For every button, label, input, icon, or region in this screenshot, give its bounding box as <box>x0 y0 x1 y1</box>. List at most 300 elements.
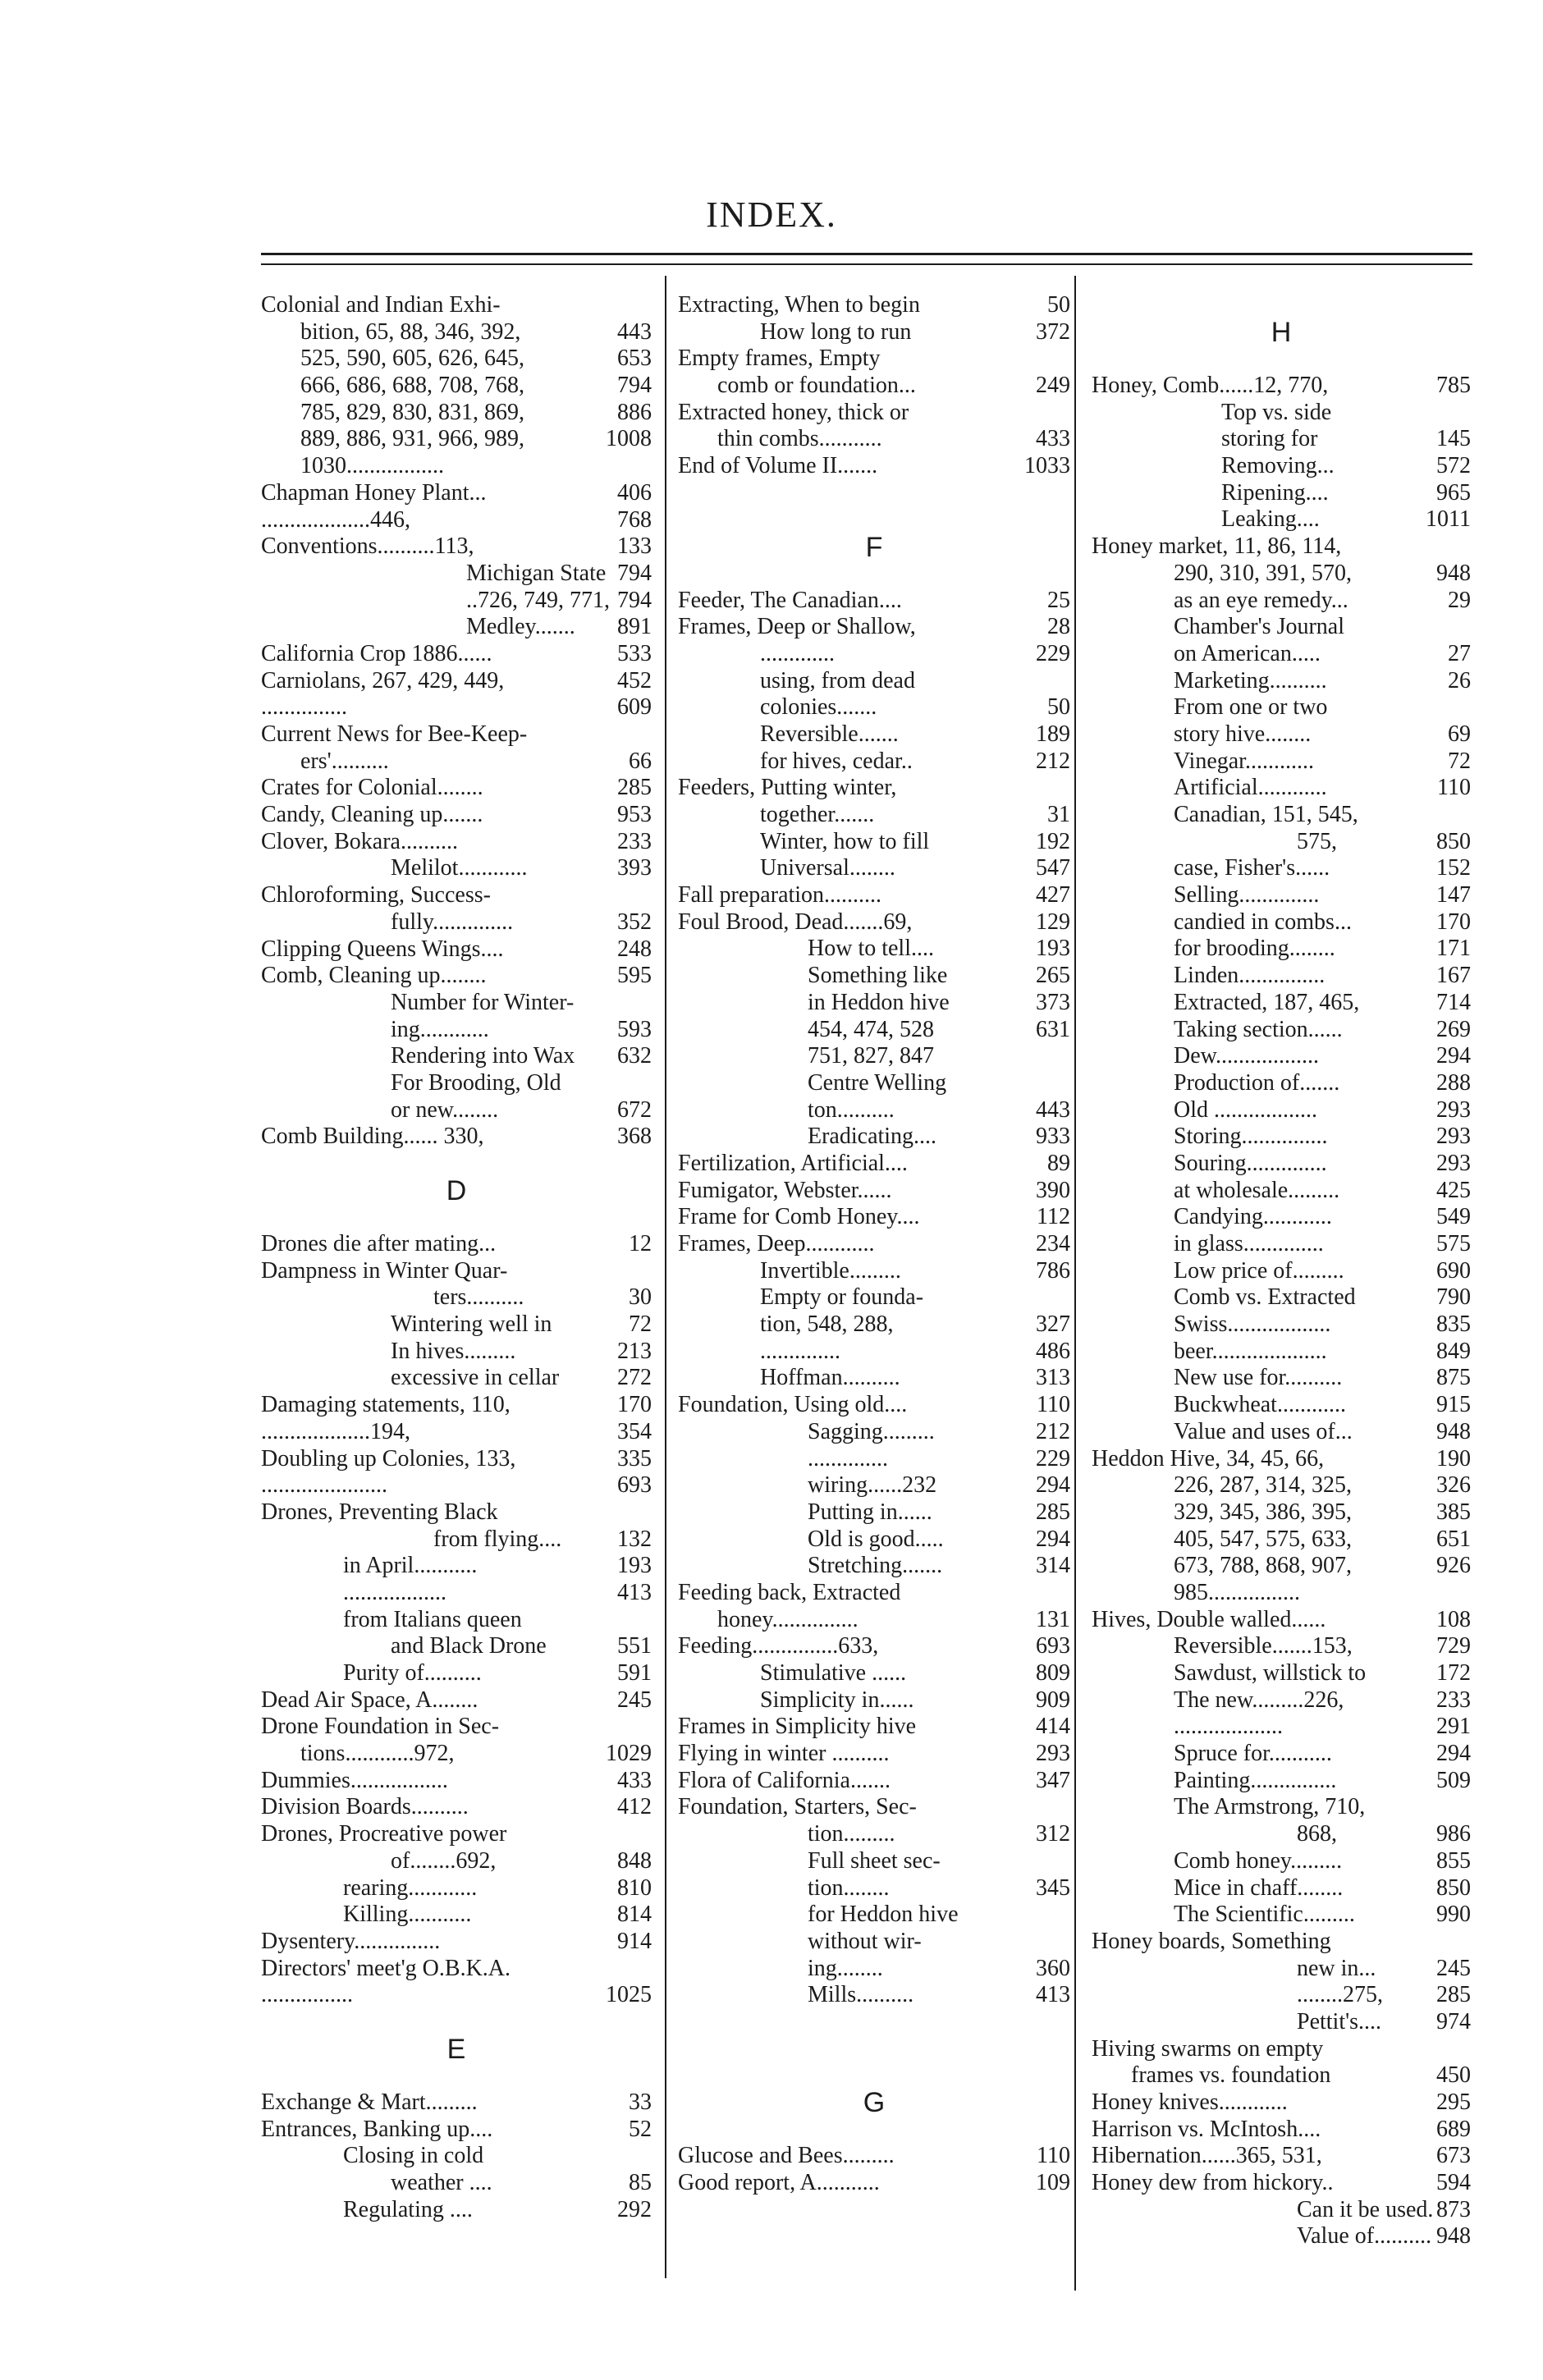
page-number: 689 <box>1436 2116 1471 2142</box>
page-number: 1008 <box>606 426 652 452</box>
index-entry <box>678 1768 1070 1795</box>
entry-text: Feeder, The Canadian.... <box>678 587 902 613</box>
spacer <box>678 2036 1070 2063</box>
page-number: 551 <box>617 1633 652 1659</box>
index-entry <box>261 1660 652 1687</box>
page-number: 131 <box>1036 1606 1070 1632</box>
page-number: 249 <box>1036 373 1070 399</box>
page-number: 294 <box>1036 1472 1070 1499</box>
page-number: 145 <box>1436 426 1471 452</box>
index-entry <box>1092 1070 1471 1097</box>
entry-text: Drones die after mating... <box>261 1231 497 1256</box>
index-entry <box>678 400 1070 427</box>
entry-text: Comb honey......... <box>1174 1847 1343 1874</box>
entry-text: Removing... <box>1221 453 1335 479</box>
index-entry <box>261 1311 652 1339</box>
entry-text: Heddon Hive, 34, 45, 66, <box>1092 1445 1325 1471</box>
entry-text: Mice in chaff........ <box>1174 1874 1344 1901</box>
entry-text: Honey dew from hickory.. <box>1092 2170 1334 2196</box>
entry-text: for Heddon hive <box>808 1902 959 1928</box>
entry-text: Hiving swarms on empty <box>1092 2035 1324 2062</box>
index-entry <box>678 936 1070 963</box>
index-entry <box>1092 2143 1471 2170</box>
page-number: 373 <box>1036 989 1070 1015</box>
entry-text: Colonial and Indian Exhi- <box>261 292 501 318</box>
entry-text: tions............972, <box>300 1741 455 1767</box>
page-number: 1029 <box>606 1741 652 1767</box>
index-entry <box>1092 1580 1471 1607</box>
page-number: 572 <box>1436 453 1471 479</box>
index-entry <box>1092 1339 1471 1366</box>
index-entry <box>261 1902 652 1929</box>
page-number: 172 <box>1436 1660 1471 1686</box>
index-entry <box>1092 1768 1471 1795</box>
page-number: 294 <box>1036 1526 1070 1552</box>
entry-text: together....... <box>760 802 875 827</box>
page-number: 549 <box>1436 1204 1471 1230</box>
page-number: 229 <box>1036 1445 1070 1471</box>
entry-text: Painting............... <box>1174 1767 1337 1793</box>
entry-text: Something like <box>808 963 948 989</box>
entry-text: for hives, cedar.. <box>760 748 913 774</box>
entry-text: 889, 886, 931, 966, 989, <box>300 426 524 452</box>
index-entry <box>1092 1499 1471 1526</box>
page-number: 108 <box>1436 1606 1471 1632</box>
entry-text: Artificial............ <box>1174 775 1327 801</box>
entry-text: ers'.......... <box>300 748 389 774</box>
entry-text: Michigan State <box>466 560 607 586</box>
page-number: 406 <box>617 479 652 506</box>
spacer <box>678 480 1070 507</box>
index-entry <box>1092 1258 1471 1285</box>
entry-text: Frames, Deep............ <box>678 1231 875 1256</box>
entry-text: Chapman Honey Plant... <box>261 479 487 506</box>
entry-text: Medley....... <box>466 614 575 640</box>
index-entry <box>678 1017 1070 1044</box>
page-number: 50 <box>1047 292 1070 318</box>
index-entry <box>1092 373 1471 400</box>
entry-text: Winter, how to fill <box>760 828 930 854</box>
entry-text: and Black Drone <box>391 1633 547 1659</box>
page-number: 291 <box>1436 1714 1471 1740</box>
page-number: 794 <box>617 560 652 586</box>
index-entry <box>1092 1526 1471 1554</box>
page-number: 575 <box>1436 1231 1471 1256</box>
index-entry <box>678 1875 1070 1902</box>
index-entry <box>1092 963 1471 990</box>
entry-text: ton.......... <box>808 1096 895 1123</box>
page-number: 345 <box>1036 1874 1070 1901</box>
index-entry <box>1092 2170 1471 2197</box>
index-entry <box>261 1124 652 1151</box>
index-entry <box>1092 1204 1471 1231</box>
page-number: 294 <box>1436 1741 1471 1767</box>
entry-text: .............. <box>808 1445 888 1471</box>
page-number: 729 <box>1436 1633 1471 1659</box>
entry-text: Chloroforming, Success- <box>261 882 491 909</box>
entry-text: Selling.............. <box>1174 882 1320 909</box>
entry-text: Harrison vs. McIntosh.... <box>1092 2116 1321 2142</box>
index-entry <box>1092 1311 1471 1339</box>
page-number: 30 <box>629 1284 652 1311</box>
entry-text: Comb, Cleaning up........ <box>261 963 487 989</box>
entry-text: Honey boards, Something <box>1092 1928 1331 1954</box>
index-entry <box>1092 1741 1471 1768</box>
entry-text: Hoffman.......... <box>760 1365 900 1391</box>
page-number: 974 <box>1436 2008 1471 2034</box>
index-entry <box>678 1902 1070 1929</box>
page-number: 335 <box>617 1445 652 1471</box>
index-entry <box>1092 1231 1471 1258</box>
page-number: 425 <box>1436 1177 1471 1203</box>
entry-text: Old .................. <box>1174 1096 1317 1123</box>
entry-text: Entrances, Banking up.... <box>261 2116 493 2142</box>
index-entry <box>678 1043 1070 1070</box>
page-number: 212 <box>1036 1418 1070 1444</box>
entry-text: 751, 827, 847 <box>808 1043 934 1069</box>
entry-text: frames vs. foundation <box>1131 2062 1331 2089</box>
index-entry <box>261 1714 652 1741</box>
index-entry <box>678 882 1070 909</box>
index-entry <box>1092 588 1471 615</box>
index-entry <box>678 2143 1070 2170</box>
index-entry <box>1092 426 1471 453</box>
section-heading: F <box>865 531 883 563</box>
entry-text: on American..... <box>1174 640 1321 666</box>
entry-text: beer.................... <box>1174 1338 1327 1364</box>
index-entry <box>1092 1151 1471 1178</box>
entry-text: ...................... <box>261 1472 387 1499</box>
entry-text: tion, 548, 288, <box>760 1311 894 1338</box>
index-entry <box>261 1097 652 1124</box>
entry-text: wiring......232 <box>808 1472 937 1499</box>
page-number: 248 <box>617 936 652 962</box>
entry-text: Dew.................. <box>1174 1043 1320 1069</box>
index-entry <box>1092 1284 1471 1311</box>
entry-text: honey............... <box>717 1606 858 1632</box>
index-entry <box>678 614 1070 641</box>
page-number: 433 <box>1036 426 1070 452</box>
page-number: 886 <box>617 399 652 425</box>
entry-text: weather .... <box>391 2170 492 2195</box>
page-number: 29 <box>1448 587 1471 613</box>
entry-text: Foundation, Using old.... <box>678 1392 908 1418</box>
entry-text: thin combs........... <box>717 426 882 452</box>
index-entry <box>678 990 1070 1017</box>
entry-text: ..726, 749, 771, <box>466 587 610 613</box>
page-number: 33 <box>629 2089 652 2115</box>
index-entry <box>1092 1794 1471 1821</box>
index-entry <box>1092 1929 1471 1956</box>
index-entry <box>261 1741 652 1768</box>
index-entry <box>678 1311 1070 1339</box>
page-number: 372 <box>1036 318 1070 345</box>
index-entry <box>678 453 1070 480</box>
page-number: 147 <box>1436 882 1471 909</box>
index-entry <box>678 1956 1070 1983</box>
entry-text: Centre Welling <box>808 1069 947 1096</box>
entry-text: Mills.......... <box>808 1982 914 2008</box>
entry-text: Drone Foundation in Sec- <box>261 1714 500 1740</box>
index-entry <box>261 1687 652 1714</box>
index-entry <box>261 1794 652 1821</box>
index-entry <box>261 990 652 1017</box>
page-number: 443 <box>617 318 652 345</box>
entry-text: Universal........ <box>760 855 895 881</box>
entry-text: Foul Brood, Dead.......69, <box>678 909 913 935</box>
page-number: 850 <box>1436 828 1471 854</box>
entry-text: at wholesale......... <box>1174 1177 1340 1203</box>
entry-text: Frame for Comb Honey.... <box>678 1204 920 1230</box>
entry-text: ........275, <box>1297 1982 1383 2008</box>
index-entry <box>1092 909 1471 936</box>
entry-text: bition, 65, 88, 346, 392, <box>300 318 521 345</box>
index-entry <box>261 507 652 534</box>
index-entry <box>261 1526 652 1554</box>
index-entry <box>261 1607 652 1634</box>
index-entry <box>1092 990 1471 1017</box>
index-entry <box>678 1392 1070 1419</box>
index-column-2 <box>678 292 1070 2197</box>
index-entry <box>261 775 652 802</box>
index-entry <box>1092 1982 1471 2009</box>
entry-text: or new........ <box>391 1096 499 1123</box>
entry-text: The Armstrong, 710, <box>1174 1794 1366 1820</box>
index-entry <box>1092 721 1471 748</box>
entry-text: Pettit's.... <box>1297 2008 1382 2034</box>
entry-text: Comb vs. Extracted <box>1174 1284 1356 1311</box>
index-entry <box>678 1365 1070 1392</box>
page-number: 193 <box>1036 936 1070 962</box>
entry-text: Extracted, 187, 465, <box>1174 989 1360 1015</box>
entry-text: Putting in...... <box>808 1499 932 1525</box>
entry-text: Extracted honey, thick or <box>678 399 909 425</box>
entry-text: Frames in Simplicity hive <box>678 1714 917 1740</box>
page-number: 547 <box>1036 855 1070 881</box>
entry-text: Simplicity in...... <box>760 1687 914 1713</box>
entry-text: for brooding........ <box>1174 936 1335 962</box>
index-entry <box>261 1365 652 1392</box>
index-column-3 <box>1092 292 1471 2250</box>
page-number: 875 <box>1436 1365 1471 1391</box>
entry-text: Exchange & Mart......... <box>261 2089 478 2115</box>
page-number: 595 <box>617 963 652 989</box>
index-entry <box>261 721 652 748</box>
page-number: 452 <box>617 667 652 693</box>
entry-text: Hives, Double walled...... <box>1092 1606 1326 1632</box>
page-number: 948 <box>1436 2223 1471 2250</box>
entry-text: Drones, Procreative power <box>261 1821 507 1847</box>
entry-text: Spruce for........... <box>1174 1741 1332 1767</box>
page-number: 89 <box>1047 1150 1070 1176</box>
index-entry <box>1092 829 1471 856</box>
page-number: 170 <box>617 1392 652 1418</box>
page-number: 1033 <box>1024 453 1070 479</box>
page-number: 948 <box>1436 560 1471 586</box>
index-entry <box>1092 1687 1471 1714</box>
entry-text: Regulating .... <box>343 2196 473 2222</box>
page-number: 293 <box>1036 1741 1070 1767</box>
index-entry <box>1092 1419 1471 1446</box>
entry-text: Old is good..... <box>808 1526 944 1552</box>
page-number: 192 <box>1036 828 1070 854</box>
entry-text: 226, 287, 314, 325, <box>1174 1472 1352 1499</box>
index-entry <box>678 855 1070 882</box>
entry-text: 985................ <box>1174 1579 1300 1605</box>
entry-text: How to tell.... <box>808 936 934 962</box>
index-entry <box>1092 1553 1471 1580</box>
page-number: 427 <box>1036 882 1070 909</box>
page-number: 170 <box>1436 909 1471 935</box>
page-number: 412 <box>617 1794 652 1820</box>
entry-text: Drones, Preventing Black <box>261 1499 498 1525</box>
index-entry <box>1092 400 1471 427</box>
entry-text: Fertilization, Artificial.... <box>678 1150 908 1176</box>
page-number: 632 <box>617 1043 652 1069</box>
index-entry <box>678 1499 1070 1526</box>
page-number: 450 <box>1436 2062 1471 2089</box>
page-number: 850 <box>1436 1874 1471 1901</box>
entry-text: Honey market, 11, 86, 114, <box>1092 533 1342 560</box>
page-number: 129 <box>1036 909 1070 935</box>
page-number: 112 <box>1037 1204 1070 1230</box>
index-entry <box>678 1151 1070 1178</box>
index-entry <box>261 963 652 990</box>
index-entry <box>1092 1607 1471 1634</box>
index-entry <box>261 2197 652 2224</box>
entry-text: Marketing.......... <box>1174 667 1327 693</box>
index-entry <box>678 1633 1070 1660</box>
page-number: 653 <box>617 346 652 372</box>
page-number: 314 <box>1036 1553 1070 1579</box>
entry-text: Dampness in Winter Quar- <box>261 1257 508 1284</box>
page-number: 835 <box>1436 1311 1471 1338</box>
index-entry <box>261 1284 652 1311</box>
entry-text: 673, 788, 868, 907, <box>1174 1553 1352 1579</box>
index-entry <box>678 1231 1070 1258</box>
page-number: 794 <box>617 587 652 613</box>
index-entry <box>1092 748 1471 776</box>
page-number: 110 <box>1437 775 1471 801</box>
entry-text: Feeding...............633, <box>678 1633 879 1659</box>
index-entry <box>261 2117 652 2144</box>
entry-text: in April........... <box>343 1553 478 1579</box>
page-number: 914 <box>617 1928 652 1954</box>
index-entry <box>1092 668 1471 695</box>
entry-text: Eradicating.... <box>808 1124 937 1150</box>
page-number: 948 <box>1436 1418 1471 1444</box>
index-entry <box>261 829 652 856</box>
index-entry <box>1092 2117 1471 2144</box>
entry-text: ...................194, <box>261 1418 410 1444</box>
index-entry <box>678 963 1070 990</box>
page-number: 212 <box>1036 748 1070 774</box>
page-number: 132 <box>617 1526 652 1552</box>
index-entry <box>261 1580 652 1607</box>
entry-text: Division Boards.......... <box>261 1794 469 1820</box>
index-entry <box>678 1741 1070 1768</box>
page-number: 609 <box>617 694 652 721</box>
index-entry <box>261 1982 652 2009</box>
index-entry <box>678 668 1070 695</box>
index-entry <box>261 668 652 695</box>
page-number: 591 <box>617 1660 652 1686</box>
index-entry <box>261 1633 652 1660</box>
entry-text: Stretching....... <box>808 1553 943 1579</box>
index-entry <box>1092 1956 1471 1983</box>
index-entry <box>678 1526 1070 1554</box>
entry-text: 1030................. <box>300 453 444 479</box>
entry-text: Candying............ <box>1174 1204 1332 1230</box>
index-entry <box>1092 1043 1471 1070</box>
index-entry <box>261 1553 652 1580</box>
page-number: 347 <box>1036 1767 1070 1793</box>
page-number: 849 <box>1436 1338 1471 1364</box>
page-number: 533 <box>617 640 652 666</box>
index-entry <box>1092 855 1471 882</box>
index-entry <box>678 1472 1070 1499</box>
entry-text: Vinegar............ <box>1174 748 1314 774</box>
page-number: 873 <box>1436 2196 1471 2222</box>
entry-text: Rendering into Wax <box>391 1043 575 1069</box>
page-number: 189 <box>1036 721 1070 747</box>
index-entry <box>261 1499 652 1526</box>
index-entry <box>678 1982 1070 2009</box>
page-number: 109 <box>1036 2170 1070 2195</box>
page-number: 672 <box>617 1096 652 1123</box>
entry-text: Sawdust, willstick to <box>1174 1660 1367 1686</box>
page-number: 25 <box>1047 587 1070 613</box>
index-entry <box>261 1875 652 1902</box>
index-entry <box>678 1258 1070 1285</box>
entry-text: excessive in cellar <box>391 1365 560 1391</box>
index-entry <box>261 641 652 668</box>
index-entry <box>678 1794 1070 1821</box>
page-number: 292 <box>617 2196 652 2222</box>
page-number: 265 <box>1036 963 1070 989</box>
index-entry <box>678 775 1070 802</box>
entry-text: Hibernation......365, 531, <box>1092 2143 1322 2169</box>
page-number: 790 <box>1436 1284 1471 1311</box>
page-number: 354 <box>617 1418 652 1444</box>
index-entry <box>261 2170 652 2197</box>
entry-text: 290, 310, 391, 570, <box>1174 560 1352 586</box>
entry-text: Candy, Cleaning up....... <box>261 802 483 828</box>
column-divider-right <box>1074 276 1076 2291</box>
entry-text: from flying.... <box>433 1526 562 1552</box>
entry-text: Stimulative ...... <box>760 1660 907 1686</box>
page-number: 443 <box>1036 1096 1070 1123</box>
index-entry <box>678 2170 1070 2197</box>
index-entry <box>1092 882 1471 909</box>
index-entry <box>678 1553 1070 1580</box>
page-number: 269 <box>1436 1016 1471 1042</box>
index-entry <box>261 1043 652 1070</box>
page-number: 965 <box>1436 479 1471 506</box>
index-entry <box>1092 694 1471 721</box>
entry-text: Leaking.... <box>1221 506 1320 533</box>
index-entry <box>678 909 1070 936</box>
index-entry <box>261 2143 652 2170</box>
index-entry <box>1092 453 1471 480</box>
page-number: 171 <box>1436 936 1471 962</box>
entry-text: In hives......... <box>391 1338 516 1364</box>
page-number: 312 <box>1036 1821 1070 1847</box>
page-number: 891 <box>617 614 652 640</box>
entry-text: Canadian, 151, 545, <box>1174 802 1358 827</box>
entry-text: 405, 547, 575, 633, <box>1174 1526 1352 1552</box>
entry-text: Value and uses of... <box>1174 1418 1353 1444</box>
